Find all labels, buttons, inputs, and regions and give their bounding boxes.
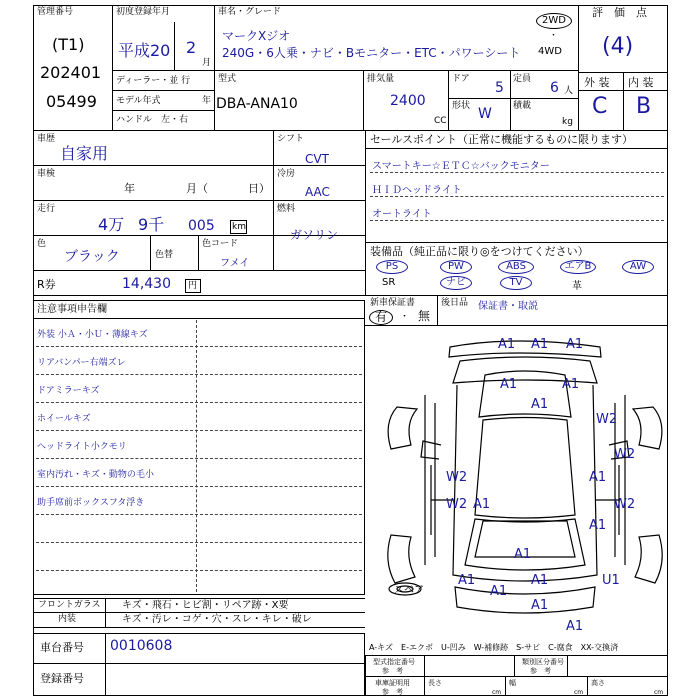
damage-mark: U1: [602, 573, 620, 588]
shamei-label: 車名・グレード: [218, 7, 282, 17]
naisou-bottom-label: 内装: [58, 614, 77, 624]
hyouka-label: 評 価 点: [592, 6, 647, 19]
damage-mark: W2: [614, 447, 636, 462]
teiin-label: 定員: [513, 74, 532, 84]
divider: [587, 676, 588, 696]
soukou-unit: km: [232, 222, 246, 232]
divider: [36, 514, 362, 515]
front-glass-value: キズ・飛石・ヒビ割・リペア跡・X要: [122, 600, 289, 611]
year-unit: 年: [202, 96, 212, 106]
sales-point-3: オートライト: [372, 209, 432, 220]
damage-mark: A1: [566, 619, 584, 634]
warranty-no: 無: [418, 309, 431, 323]
cm-2: cm: [574, 689, 584, 696]
divider: [370, 220, 664, 221]
divider: [150, 235, 151, 270]
chassis-label: 車台番号: [40, 641, 84, 654]
divider: [198, 235, 199, 270]
soukou-sen: 9千: [138, 215, 165, 234]
shamei-name: マークXジオ: [222, 29, 291, 43]
divider: [567, 655, 568, 676]
note-item-4: ホイールキズ: [37, 414, 91, 424]
shareki-value: 自家用: [60, 144, 109, 163]
chassis-value: 0010608: [110, 638, 173, 654]
ruibetsu-label: 類別区分番号: [522, 658, 564, 666]
hyouka-value: (4): [602, 34, 634, 59]
damage-mark: A1: [531, 337, 549, 352]
damage-mark: A1: [473, 497, 491, 512]
divider: [36, 374, 362, 375]
shift-label: シフト: [277, 134, 305, 144]
divider: [365, 676, 668, 677]
equip-kawa: 革: [572, 281, 582, 292]
shodo-era: 平成20: [118, 41, 171, 60]
equip-abs: ABS: [498, 260, 534, 274]
divider: [36, 402, 362, 403]
kanri-number-2: 202401: [40, 63, 102, 82]
sekisai-label: 積載: [513, 101, 532, 111]
equip-aw: AW: [622, 260, 654, 274]
drive-4wd: 4WD: [538, 46, 562, 57]
divider: [578, 5, 579, 130]
model-year-label: モデル年式: [116, 96, 161, 106]
divider: [33, 663, 365, 664]
divider: [365, 130, 366, 295]
nenryo-value: ガソリン: [290, 228, 339, 242]
dealer-label: ディーラー・並 行: [116, 76, 191, 86]
equip-airbag: エアB: [560, 260, 596, 274]
sales-point-1: スマートキー☆ＥＴＣ☆バックモニター: [372, 161, 550, 172]
sanko-label-1: 参 考: [382, 667, 403, 675]
door-value: 5: [495, 80, 504, 96]
sales-point-2: ＨＩＤヘッドライト: [372, 185, 462, 196]
divider: [36, 346, 362, 347]
katashiki-shitei-label: 型式指定番号: [373, 658, 415, 666]
damage-mark: A1: [531, 573, 549, 588]
teiin-unit: 人: [564, 86, 574, 96]
divider: [214, 5, 215, 130]
divider: [196, 320, 197, 592]
shift-value: CVT: [305, 152, 329, 166]
gaisou-label: 外 装: [584, 76, 610, 89]
teiin-value: 6: [550, 80, 559, 96]
note-item-7: 助手席前ボックスフタ浮き: [37, 498, 145, 508]
shaken-day: 日）: [248, 182, 270, 195]
divider: [112, 110, 214, 111]
warranty-label: 新車保証書: [370, 298, 416, 308]
equip-tv: TV: [500, 276, 532, 290]
divider: [578, 90, 668, 91]
damage-mark: A1: [500, 377, 518, 392]
divider: [363, 70, 364, 130]
divider: [105, 598, 106, 627]
divider: [36, 430, 362, 431]
nagasa-label: 長さ: [428, 679, 442, 687]
equip-ps: PS: [376, 260, 408, 274]
divider: [33, 130, 668, 131]
damage-mark: A1: [562, 377, 580, 392]
drive-dot: ・: [549, 31, 559, 41]
divider: [105, 633, 106, 696]
colorcode-label: 色コード: [202, 239, 239, 249]
iro-value: ブラック: [64, 249, 120, 265]
kanri-number-1: (T1): [52, 35, 85, 54]
divider: [36, 542, 362, 543]
note-item-3: ドアミラーキズ: [37, 386, 100, 396]
reibou-value: AAC: [305, 185, 330, 199]
katashiki-value: DBA-ANA10: [216, 96, 298, 112]
shaken-month: 月（: [186, 182, 208, 195]
sanko-label-2: 参 考: [530, 667, 551, 675]
shodo-label: 初度登録年月: [116, 7, 171, 17]
soukou-rest: 005: [188, 218, 215, 234]
damage-mark: A1: [566, 337, 584, 352]
shaken-label: 車検: [37, 169, 56, 179]
damage-mark: A1: [514, 547, 532, 562]
shareki-label: 車歴: [37, 134, 56, 144]
damage-mark: A1: [490, 584, 508, 599]
keijo-value: W: [478, 106, 492, 122]
equip-navi: ナビ: [440, 276, 472, 290]
takasa-label: 高さ: [591, 679, 605, 687]
kanri-label: 管理番号: [37, 7, 74, 17]
divider: [514, 655, 515, 676]
divider: [36, 570, 362, 571]
note-item-6: 室内汚れ・キズ・動物の毛小: [37, 470, 154, 480]
damage-mark: W2: [614, 497, 636, 512]
damage-legend: A-キズ E-エクボ U-凹み W-補修跡 S-サビ C-腐食 XX-交換済: [369, 643, 619, 652]
irogae-label: 色替: [155, 250, 174, 260]
colorcode-value: フメイ: [220, 258, 250, 269]
note-item-5: ヘッドライト小クモリ: [37, 442, 127, 452]
divider: [448, 70, 449, 130]
shodo-month: 2: [186, 38, 197, 57]
divider: [365, 242, 668, 243]
naisou-label: 内 装: [628, 76, 654, 89]
naisou-value: B: [636, 94, 652, 119]
divider: [33, 200, 365, 201]
divider: [370, 196, 664, 197]
divider: [33, 295, 668, 296]
divider: [424, 655, 425, 696]
divider: [33, 270, 365, 271]
damage-mark: W2: [446, 497, 468, 512]
kanri-number-3: 05499: [46, 92, 97, 111]
damage-mark: W2: [596, 412, 618, 427]
shamei-grade: 240G・6人乗・ナビ・Bモニター・ETC・パワーシート: [222, 46, 521, 60]
warranty-yes: 有: [369, 310, 393, 325]
haiki-unit: CC: [434, 116, 447, 126]
haiki-label: 排気量: [367, 74, 395, 84]
spare-label: スペア: [394, 585, 424, 596]
front-glass-label: フロントガラス: [38, 600, 101, 610]
divider: [510, 70, 511, 130]
divider: [623, 72, 624, 130]
drive-2wd: 2WD: [536, 13, 572, 29]
damage-mark: A1: [589, 470, 607, 485]
divider: [365, 148, 668, 149]
divider: [33, 598, 365, 599]
door-label: ドア: [452, 74, 470, 84]
naisou-bottom-value: キズ・汚レ・コゲ・穴・スレ・キレ・破レ: [122, 614, 312, 625]
damage-mark: A1: [458, 573, 476, 588]
touroku-label: 登録番号: [40, 672, 84, 685]
note-item-1: 外装 小Ａ・小Ｕ・薄線キズ: [37, 330, 148, 340]
damage-mark: A1: [498, 337, 516, 352]
rken-unit: 円: [188, 281, 198, 291]
handle-label: ハンドル 左・右: [116, 115, 189, 125]
equip-pw: PW: [440, 260, 472, 274]
haiki-value: 2400: [390, 93, 426, 109]
divider: [174, 22, 175, 70]
nenryo-label: 燃料: [277, 204, 296, 214]
cm-3: cm: [654, 689, 664, 696]
damage-mark: W2: [446, 470, 468, 485]
month-unit: 月: [202, 58, 212, 68]
reibou-label: 冷房: [277, 169, 296, 179]
damage-mark: A1: [589, 518, 607, 533]
equipment-title: 装備品（純正品に限り◎をつけてください）: [370, 245, 589, 258]
sales-title: セールスポイント（正常に機能するものに限ります）: [370, 133, 634, 146]
divider: [36, 486, 362, 487]
gaisou-value: C: [592, 94, 608, 119]
divider: [33, 318, 365, 319]
notes-title: 注意事項申告欄: [37, 304, 107, 315]
divider: [505, 676, 506, 696]
damage-mark: A1: [531, 598, 549, 613]
later-value: 保証書・取説: [478, 301, 538, 312]
sekisai-unit: kg: [562, 117, 573, 127]
cm-1: cm: [492, 689, 502, 696]
soukou-man: 4万: [98, 215, 125, 234]
keijo-label: 形状: [452, 101, 471, 111]
divider: [112, 5, 113, 130]
divider: [112, 70, 578, 71]
warranty-dot: ・: [400, 312, 410, 322]
rken-value: 14,430: [122, 276, 171, 292]
divider: [448, 98, 578, 99]
divider: [112, 90, 214, 91]
divider: [36, 458, 362, 459]
haba-label: 幅: [509, 679, 516, 687]
note-item-2: リアバンパー右端ズレ: [37, 358, 126, 368]
sanko-label-3: 参 考: [382, 688, 403, 696]
divider: [33, 627, 365, 628]
shomei-label: 車庫証明用: [375, 679, 410, 687]
rken-label: R券: [37, 278, 56, 291]
divider: [437, 295, 438, 325]
iro-label: 色: [37, 239, 47, 249]
later-label: 後日品: [441, 298, 469, 308]
equip-sr: SR: [382, 277, 396, 288]
shaken-year: 年: [124, 182, 135, 195]
divider: [33, 612, 365, 613]
damage-mark: A1: [531, 397, 549, 412]
divider: [370, 172, 664, 173]
katashiki-label: 型式: [218, 74, 237, 84]
soukou-label: 走行: [37, 204, 56, 214]
